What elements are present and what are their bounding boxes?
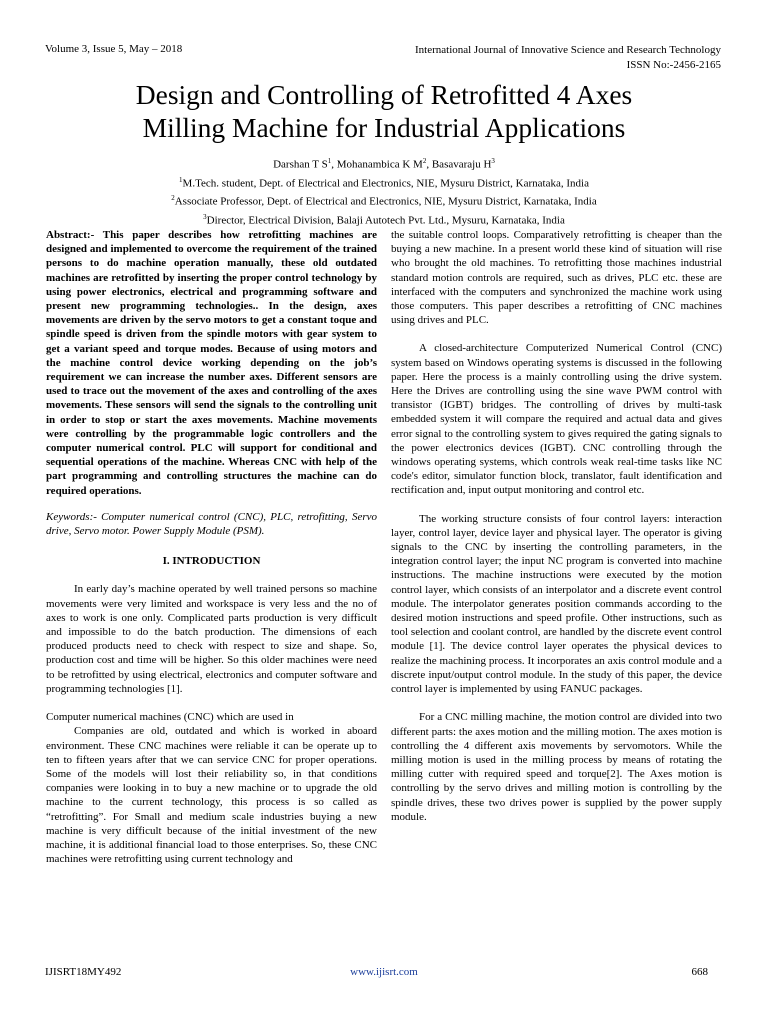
- aff-2-text: Associate Professor, Dept. of Electrical and Electronics, NIE, Mysuru District, Karnataka, India: [174, 195, 597, 208]
- left-column: [46, 228, 377, 866]
- affiliation-2: [40, 191, 728, 210]
- right-paragraph-1: the suitable control loops. Comparatively retrofitting is cheaper than the buying a new machine. In a present world these kind of situation will rise who brought the old machines. To retrofitting those machines industrial standard motion controls are required, such as drives, PLC etc. these are interfaced with the computers and synchronized the machine work using those computers. This paper describes a retrofitting of CNC machines using drives and PLC.: [391, 229, 722, 327]
- right-paragraph-3: The working structure consists of four control layers: interaction layer, control layer, device layer and physical layer. The operator is giving signals to the CNC by inserting the controlling parameters, in the integration control layer; the input NC program is converted into machine instructions. The machine instructions were executed by the motion control layer, which consists of an interpolator and a discrete event control module. The interpolator generates position commands according to the desired motion instructions and speed profile. Other instructions, such as tool selection and coolant control, are handled by the discrete event control module [1]. The device control layer operates the physical devices to realize the machining process. It incorporates an axis control module and a discrete input/output control module. In the study of this paper, the device control layer is implemented by using FANUC packages.: [391, 512, 722, 696]
- aff-2-sup: 2: [171, 194, 175, 203]
- intro-paragraph-2: Companies are old, outdated and which is worked in aboard environment. These CNC machines were reliable it can be operate up to ten to fifteen years after that we can service CNC for proper operations. Some of the models will lost their reliability so, in that conditions companies were looking in to buy a new machine or to upgrade the old machine to the current technology, this process is so called as “retrofitting”. For Small and medium scale industries buying a new machine is very difficult because of the initial investment of the new machine, it is additional financial load to those enterprises. So, these CNC machines were retrofitting using current technology and: [46, 725, 377, 866]
- author-block: [40, 154, 728, 229]
- affiliation-1: [40, 173, 728, 192]
- aff-1-text: M.Tech. student, Dept. of Electrical and Electronics, NIE, Mysuru District, Karnataka, India: [182, 177, 589, 190]
- affiliation-3: [40, 210, 728, 229]
- section-heading-introduction: I. INTRODUCTION: [162, 555, 261, 568]
- aff-3-text: Director, Electrical Division, Balaji Autotech Pvt. Ltd., Mysuru, Karnataka, India: [206, 214, 565, 227]
- page-number: 668: [691, 966, 708, 978]
- paper-title: [40, 78, 728, 144]
- author-2: , Mohanambica K M: [331, 158, 423, 171]
- journal-url-link[interactable]: www.ijisrt.com: [350, 966, 418, 978]
- title-line-1: Design and Controlling of Retrofitted 4 Axes: [135, 79, 633, 110]
- author-1: Darshan T S: [273, 158, 328, 171]
- author-3: , Basavaraju H: [426, 158, 492, 171]
- volume-issue: Volume 3, Issue 5, May – 2018: [45, 43, 183, 55]
- journal-header: [415, 43, 721, 73]
- author-1-sup: 1: [327, 157, 332, 165]
- aff-3-sup: 3: [203, 212, 207, 221]
- abstract: Abstract:- This paper describes how retrofitting machines are designed and implemented to overcome the requirement of the trained persons to do machine operation manually, these old outdated machines are retrofitted by inserting the proper control technology by using power electronics, electrical and programming software and present new programming technologies.. In the design, axes movements are driven by the servo motors to get a constant toque and spindle speed is driven from the spindle motors with gear system to get a variant speed and torque modes. Because of using motors and the machine control device working depending on the job’s requirement we can increase the number axes. Different sensors are used to trace out the movement of the axes and controlling of the axes movements. These sensors will send the signals to the controlling unit in order to stop or start the axes movements. Machine movements were controlling by the programmable logic controllers and the computer numerical control. PLC will support for conditional and sequential operations of the machine. Whereas CNC with help of the part programming and controlling structures the machine can do required operations.: [46, 229, 377, 497]
- intro-paragraph-1: In early day’s machine operated by well trained persons so machine movements were very limited and workspace is very less and the no of axes to work is one only. Complicated parts production is very difficult and impossible to do the batch production. The dimensions of each produced products need to check with respect to size and shape. So, production cost and time will be higher. So this older machines were need to be retrofitted by using electrical, electronics and computer software and programming technologies [1].: [46, 583, 377, 695]
- right-paragraph-4: For a CNC milling machine, the motion control are divided into two different parts: the axes motion and the milling motion. The axes motion is controlling the 4 different axis movements by servomotors. While the milling motion is used in the milling process by means of rotating the milling cutter with required speed and torque[2]. The Axes motion is controlling by the servo drives and milling motion is controlling by the spindle drives, these two drives power is supplied by the power supply module.: [391, 711, 722, 823]
- author-names: [40, 154, 728, 173]
- paper-code: IJISRT18MY492: [45, 966, 122, 978]
- issn: ISSN No:-2456-2165: [626, 59, 721, 71]
- title-line-2: Milling Machine for Industrial Applications: [142, 112, 626, 143]
- keywords: Keywords:- Computer numerical control (CNC), PLC, retrofitting, Servo drive, Servo motor. Power Supply Module (PSM).: [46, 510, 377, 538]
- right-paragraph-2: A closed-architecture Computerized Numerical Control (CNC) system based on Windows operating systems is discussed in the following paper. Here the process is a mainly controlling using the drive system. Here the Drives are controlling using the sine wave PWM control with transistor (IGBT) bridges. The controlling of drives by multi-task embedded system it will compare the required and actual data and gives error signal to the controlling system to gives required the gating signals to the power electronics devices (IGBT). CNC controlling through the windows operating systems, which controls weak real-time tasks like NC code's editor, simulator function block, translator, fault identification and rectification and, input output monitoring and control etc.: [391, 342, 722, 497]
- right-column: [391, 228, 722, 824]
- journal-name: International Journal of Innovative Science and Research Technology: [414, 44, 721, 56]
- intro-paragraph-2-lead: Computer numerical machines (CNC) which are used in: [46, 711, 294, 724]
- author-2-sup: 2: [422, 157, 427, 165]
- aff-1-sup: 1: [179, 175, 183, 184]
- author-3-sup: 3: [491, 157, 495, 165]
